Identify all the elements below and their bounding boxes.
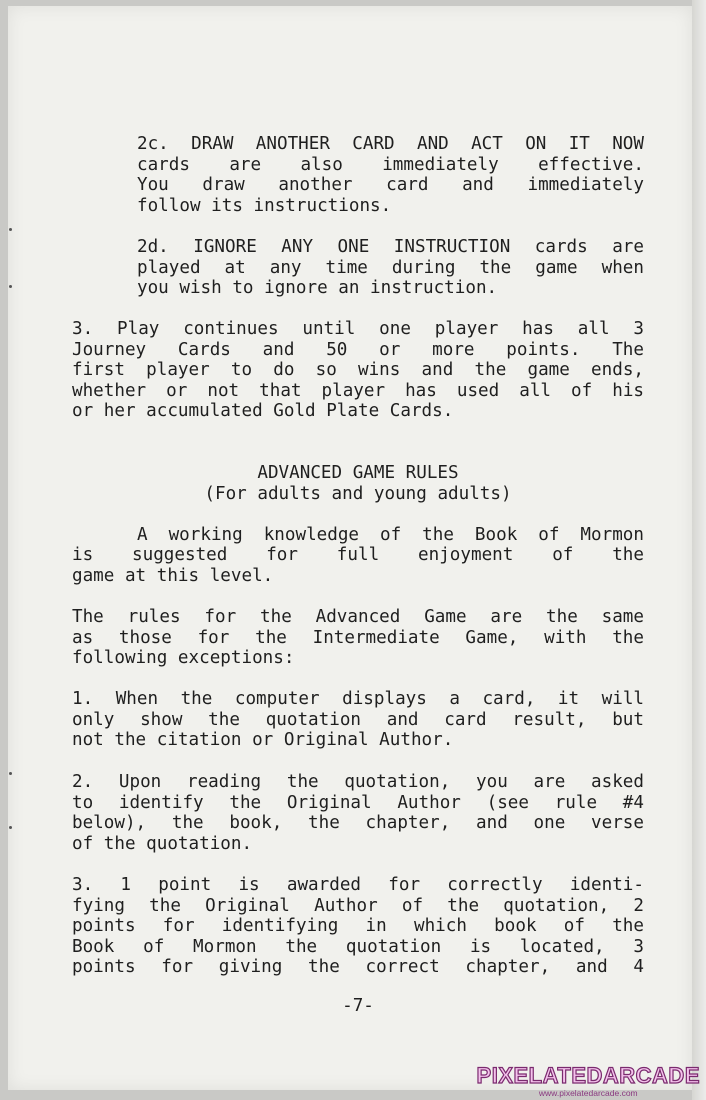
advanced-rule-2 [72, 772, 644, 834]
watermark [477, 1064, 700, 1098]
text-line: The rules for the Advanced Game are the same [72, 607, 644, 627]
advanced-intro-end [72, 566, 644, 587]
text-line: only show the quotation and card result, but [72, 709, 644, 730]
text-line: points for giving the correct chapter, and 4 [72, 957, 644, 978]
text-line: A working knowledge of the Book of Mormon [137, 525, 644, 545]
text-line: is suggested for full enjoyment of the [72, 545, 644, 565]
text-line: cards are also immediately effective. [137, 154, 644, 175]
section-heading: ADVANCED GAME RULES [257, 463, 459, 483]
watermark-url: www.pixelatedarcade.com [538, 1088, 638, 1098]
watermark-logo: PIXELATEDARCADE [476, 1063, 700, 1088]
rule-2c [137, 134, 644, 196]
advanced-rule-1 [72, 689, 644, 730]
text-line: You draw another card and immediately [137, 175, 644, 196]
text-line: 3. Play continues until one player has all 3 [72, 319, 644, 339]
text-line: whether or not that player has used all of his [72, 380, 644, 401]
text-line: played at any time during the game when [137, 257, 644, 278]
rule-3-play-end [72, 401, 644, 422]
page-number: -7- [342, 996, 374, 1016]
text-line: following exceptions: [72, 648, 295, 668]
text-line: of the quotation. [72, 834, 253, 854]
rules-intro [72, 607, 644, 648]
advanced-intro-cont [72, 545, 644, 566]
rule-2d-end [137, 278, 644, 299]
text-line: fying the Original Author of the quotation, 2 [72, 895, 644, 916]
text-line: 3. 1 point is awarded for correctly identi- [72, 875, 644, 895]
advanced-intro [137, 525, 644, 546]
advanced-rule-1-end [72, 730, 644, 751]
page-edge [692, 0, 706, 1100]
text-line: Journey Cards and 50 or more points. The [72, 339, 644, 360]
text-line: 2. Upon reading the quotation, you are asked [72, 772, 644, 792]
text-line: or her accumulated Gold Plate Cards. [72, 401, 454, 421]
text-line: game at this level. [72, 566, 274, 586]
text-line: 2c. DRAW ANOTHER CARD AND ACT ON IT NOW [137, 134, 644, 154]
text-line: to identify the Original Author (see rule #4 [72, 792, 644, 813]
text-line: first player to do so wins and the game ends, [72, 360, 644, 381]
text-line: 1. When the computer displays a card, it will [72, 689, 644, 709]
rules-intro-end [72, 648, 644, 669]
text-line: points for identifying in which book of the [72, 916, 644, 937]
section-subheading: (For adults and young adults) [204, 484, 512, 504]
advanced-rule-2-end [72, 834, 644, 855]
advanced-rule-3 [72, 875, 644, 978]
rule-2c-end [137, 196, 644, 217]
text-line: follow its instructions. [137, 196, 392, 216]
text-line: not the citation or Original Author. [72, 730, 454, 750]
text-line: below), the book, the chapter, and one verse [72, 813, 644, 834]
text-line: you wish to ignore an instruction. [137, 278, 498, 298]
rule-3-play [72, 319, 644, 401]
text-line: as those for the Intermediate Game, with the [72, 627, 644, 648]
rule-2d [137, 237, 644, 278]
text-line: 2d. IGNORE ANY ONE INSTRUCTION cards are [137, 237, 644, 257]
text-line: Book of Mormon the quotation is located, 3 [72, 936, 644, 957]
